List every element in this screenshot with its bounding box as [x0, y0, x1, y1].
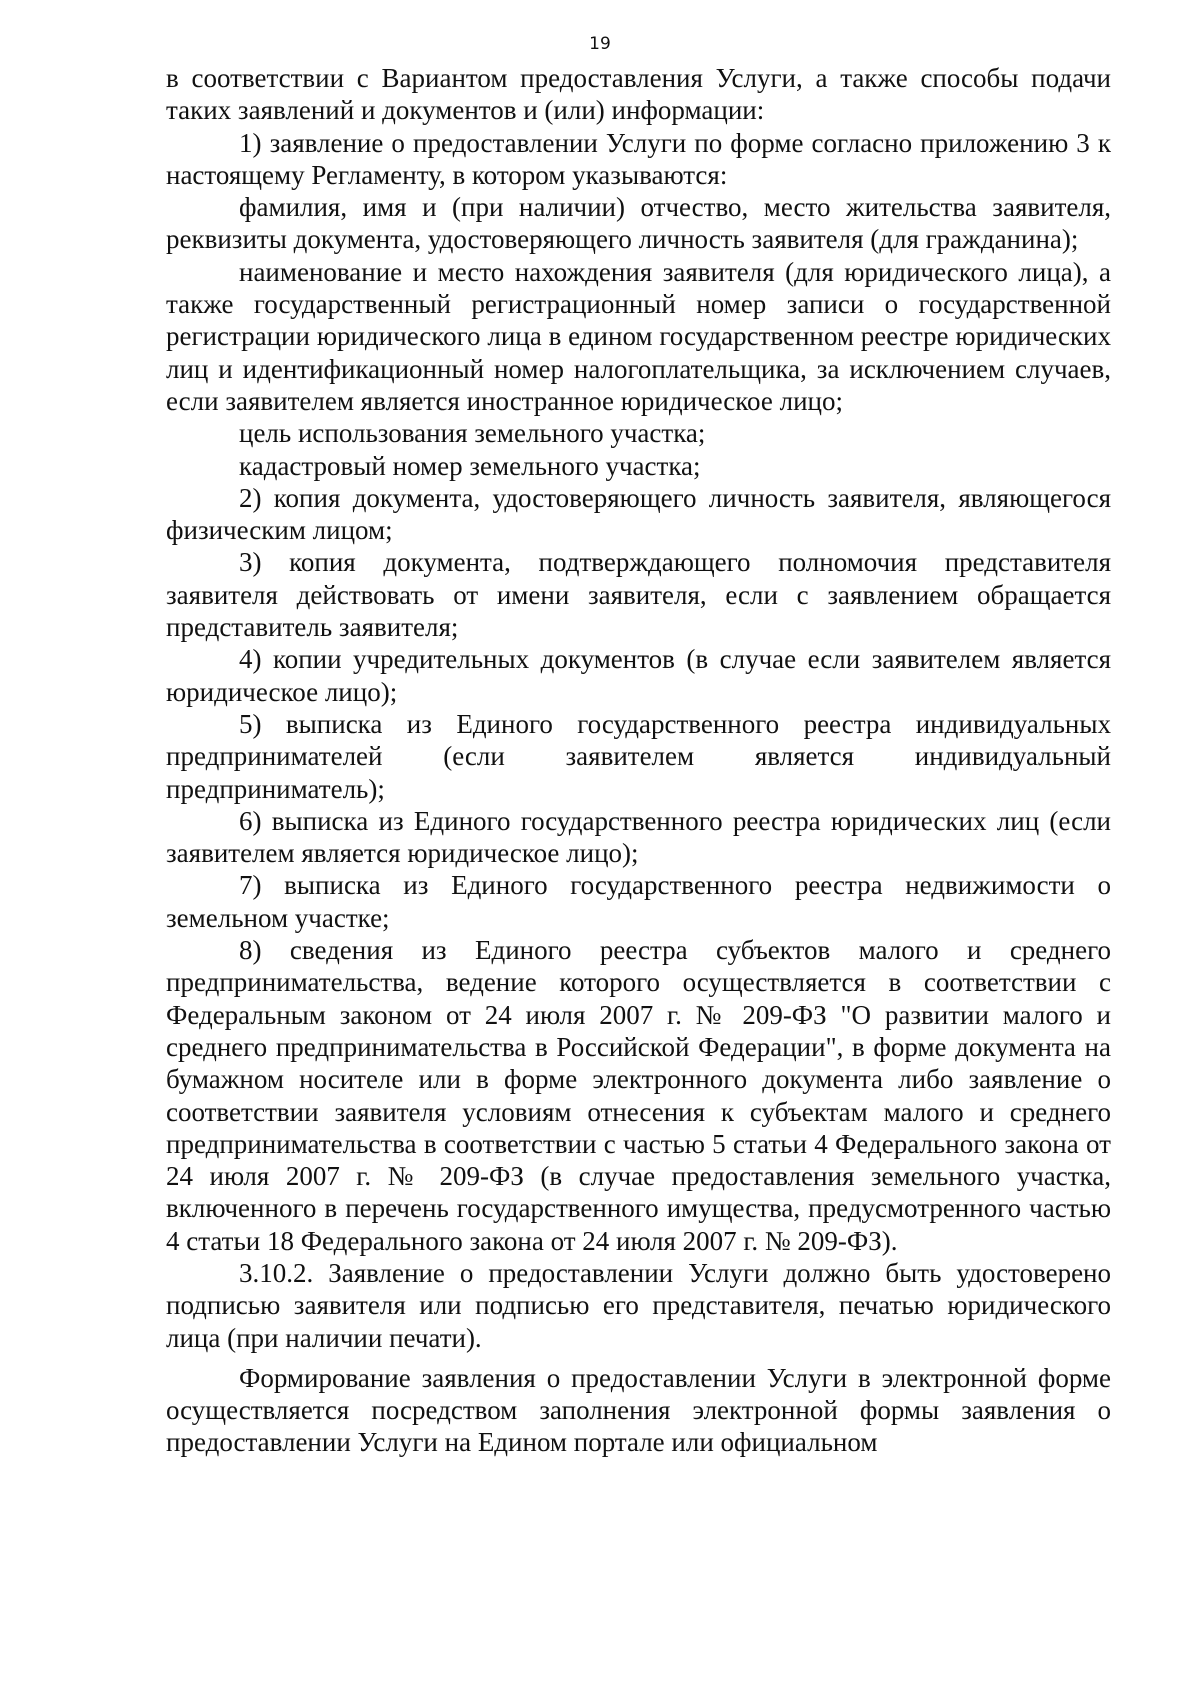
- paragraph-electronic-form: Формирование заявления о предоставлении Услуги в электронной форме осуществляется посредством заполнения электронной формы заявления о предоставлении Услуги на Едином портале или официальном: [166, 1362, 1111, 1458]
- paragraph-item-1: 1) заявление о предоставлении Услуги по форме согласно приложению 3 к настоящему Регламенту, в котором указываются:: [166, 127, 1111, 190]
- paragraph-item-4: 4) копии учредительных документов (в случае если заявителем является юридическое лицо);: [166, 644, 1111, 707]
- paragraph-section-3-10-2: 3.10.2. Заявление о предоставлении Услуги должно быть удостоверено подписью заявителя или подписью его представителя, печатью юридического лица (при наличии печати).: [166, 1257, 1111, 1353]
- page-number: 19: [589, 34, 611, 54]
- paragraph-cadastral-number: кадастровый номер земельного участка;: [239, 450, 701, 481]
- paragraph-item-8: 8) сведения из Единого реестра субъектов малого и среднего предпринимательства, ведение которого осуществляется в соответствии с Федеральным законом от 24 июля 2007 г. № 209-ФЗ "О развитии малого и среднего предпринимательства в Российской Федерации", в форме документа на бумажном носителе или в форме электронного документа либо заявление о соответствии заявителя условиям отнесения к субъектам малого и среднего предпринимательства в соответствии с частью 5 статьи 4 Федерального закона от 24 июля 2007 г. № 209-ФЗ (в случае предоставления земельного участка, включенного в перечень государственного имущества, предусмотренного частью 4 статьи 18 Федерального закона от 24 июля 2007 г. № 209-ФЗ).: [166, 935, 1111, 1256]
- paragraph-land-use-purpose: цель использования земельного участка;: [239, 418, 706, 449]
- paragraph-item-5: 5) выписка из Единого государственного реестра индивидуальных предпринимателей (если заявителем является индивидуальный предприниматель);: [166, 708, 1111, 804]
- paragraph-continuation: в соответствии с Вариантом предоставления Услуги, а также способы подачи таких заявлений и документов и (или) информации:: [166, 63, 1111, 126]
- paragraph-item-7: 7) выписка из Единого государственного реестра недвижимости о земельном участке;: [166, 870, 1111, 933]
- paragraph-legal-entity-details: наименование и место нахождения заявителя (для юридического лица), а также государственный регистрационный номер записи о государственной регистрации юридического лица в едином государственном реестре юридических лиц и идентификационный номер налогоплательщика, за исключением случаев, если заявителем является иностранное юридическое лицо;: [166, 256, 1111, 416]
- paragraph-item-6: 6) выписка из Единого государственного реестра юридических лиц (если заявителем является юридическое лицо);: [166, 805, 1111, 869]
- document-body: [166, 62, 1111, 1459]
- paragraph-citizen-details: фамилия, имя и (при наличии) отчество, место жительства заявителя, реквизиты документа, удостоверяющего личность заявителя (для гражданина);: [166, 192, 1111, 255]
- paragraph-item-3: 3) копия документа, подтверждающего полномочия представителя заявителя действовать от имени заявителя, если с заявлением обращается представитель заявителя;: [166, 547, 1111, 643]
- paragraph-item-2: 2) копия документа, удостоверяющего личность заявителя, являющегося физическим лицом;: [166, 482, 1111, 546]
